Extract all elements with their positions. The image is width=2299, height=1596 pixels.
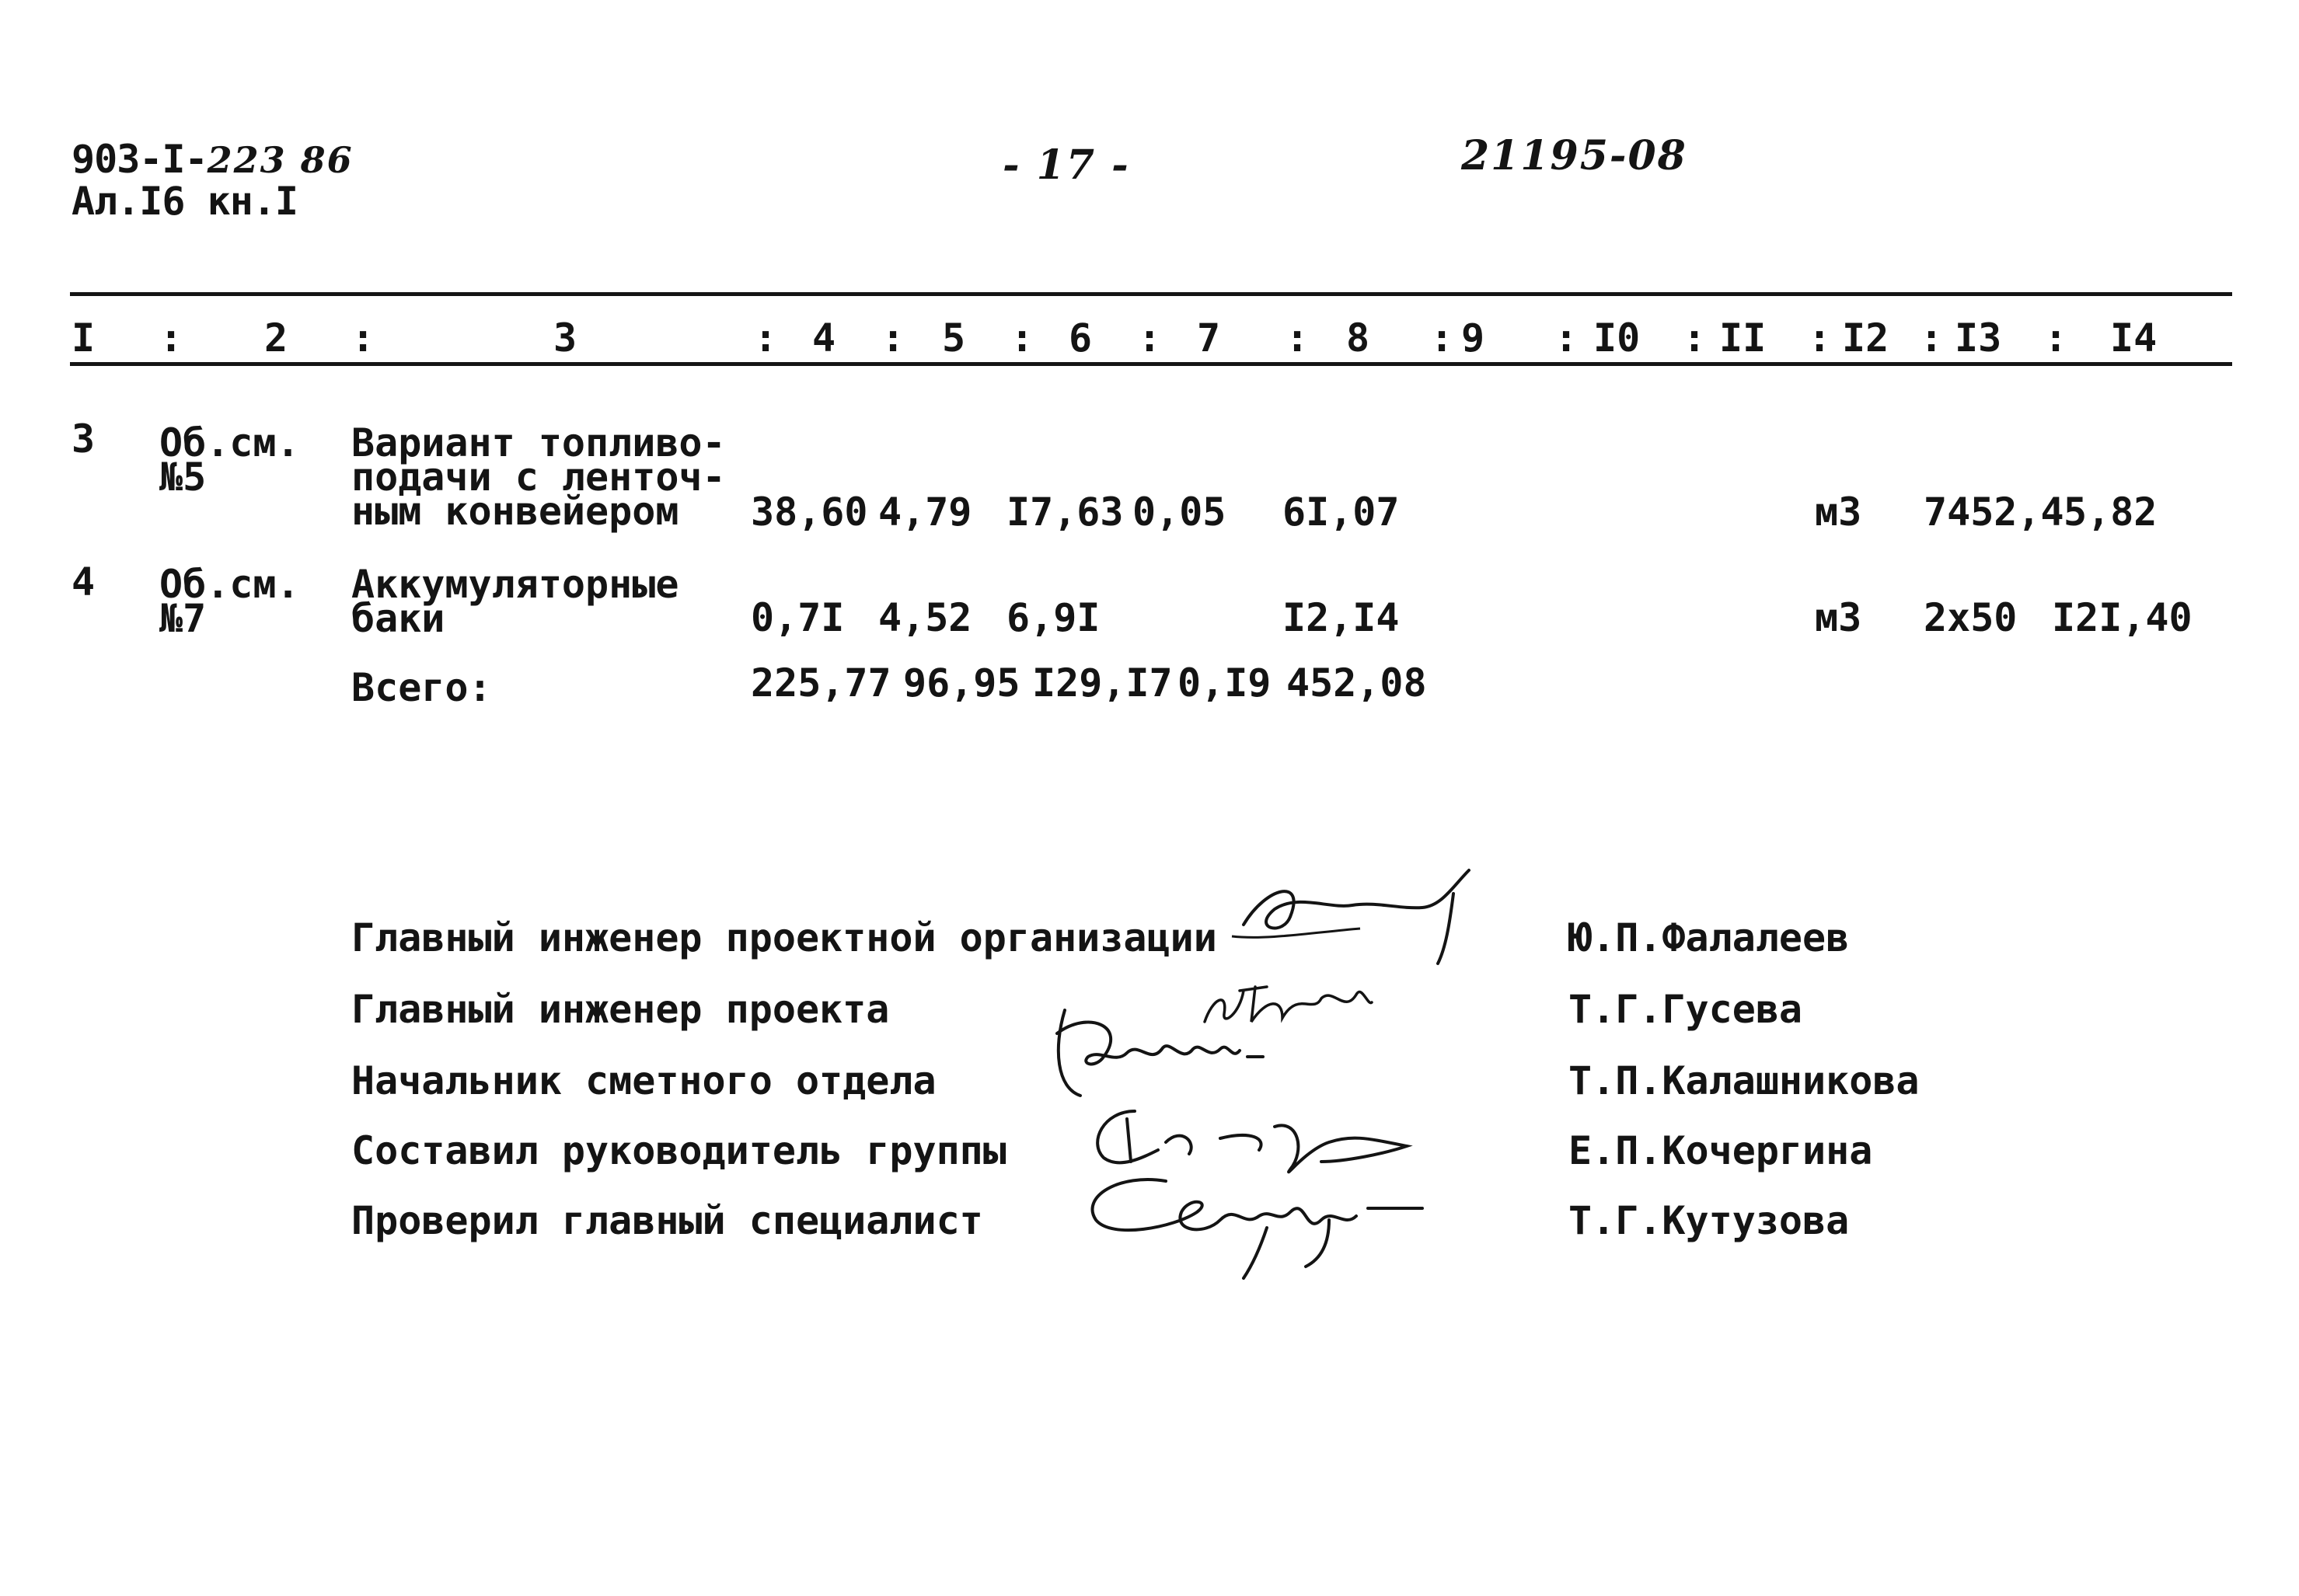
column-separator: : <box>1010 315 1034 361</box>
column-separator: : <box>1808 315 1832 361</box>
total-col-4: 225,77 <box>751 660 891 706</box>
cell-col-13: 2x50 <box>1924 595 2018 640</box>
column-separator: : <box>2044 315 2068 361</box>
column-header-8: 8 <box>1346 315 1370 361</box>
item-name: Вариант топливо- подачи с ленточ- ным конвейером <box>351 420 726 534</box>
column-header-3: 3 <box>553 315 577 361</box>
signature-head-estimate-dept <box>1041 1002 1275 1111</box>
signatory-name: Т.Г.Гусева <box>1568 987 1803 1032</box>
total-col-7: 0,I9 <box>1177 660 1272 706</box>
column-header-7: 7 <box>1197 315 1221 361</box>
cell-col-13: 7452,4 <box>1924 490 2064 535</box>
row-number: 4 <box>72 559 96 605</box>
cell-col-5: 4,52 <box>878 595 972 640</box>
column-separator: : <box>351 315 375 361</box>
column-separator: : <box>1920 315 1944 361</box>
cell-col-12: м3 <box>1815 595 1862 640</box>
column-header-1: I <box>72 315 96 361</box>
signatory-title: Главный инженер проекта <box>351 987 890 1032</box>
column-header-13: I3 <box>1955 315 2002 361</box>
column-separator: : <box>881 315 905 361</box>
column-separator: : <box>1683 315 1707 361</box>
cell-col-7: 0,05 <box>1132 490 1226 535</box>
column-header-12: I2 <box>1842 315 1889 361</box>
estimate-reference: Об.см. №7 <box>159 562 300 641</box>
signatory-name: Т.Г.Кутузова <box>1568 1198 1850 1243</box>
document-code <box>72 137 354 182</box>
signatory-title: Проверил главный специалист <box>351 1198 983 1243</box>
album-line: Ал.I6 кн.I <box>72 179 298 224</box>
cell-col-14: 5,82 <box>2064 490 2158 535</box>
column-header-11: II <box>1719 315 1767 361</box>
total-col-6: I29,I7 <box>1032 660 1173 706</box>
column-header-6: 6 <box>1069 315 1093 361</box>
archive-number: 21195-08 <box>1461 132 1687 179</box>
column-header-14: I4 <box>2110 315 2158 361</box>
signatory-name: Ю.П.Фалалеев <box>1568 915 1850 960</box>
cell-col-8: I2,I4 <box>1282 595 1400 640</box>
column-separator: : <box>754 315 778 361</box>
column-separator: : <box>1554 315 1579 361</box>
column-header-2: 2 <box>264 315 288 361</box>
total-label: Всего: <box>351 665 492 710</box>
cell-col-8: 6I,07 <box>1282 490 1400 535</box>
cell-col-4: 38,60 <box>751 490 868 535</box>
column-header-9: 9 <box>1461 315 1485 361</box>
total-col-5: 96,95 <box>903 660 1020 706</box>
document-code-handwritten: 223 86 <box>207 139 354 181</box>
signatory-name: Е.П.Кочергина <box>1568 1128 1873 1173</box>
signature-chief-specialist <box>1073 1166 1446 1282</box>
signatory-title: Главный инженер проектной организации <box>351 915 1217 960</box>
table-top-rule <box>70 292 2232 296</box>
signature-chief-engineer-org <box>1220 862 1484 971</box>
table-header-rule <box>70 362 2232 366</box>
cell-col-5: 4,79 <box>878 490 972 535</box>
cell-col-6: 6,9I <box>1006 595 1101 640</box>
total-col-8: 452,08 <box>1286 660 1427 706</box>
cell-col-14: I2I,40 <box>2052 595 2193 640</box>
signatory-title: Начальник сметного отдела <box>351 1058 937 1103</box>
column-separator: : <box>1286 315 1310 361</box>
row-number: 3 <box>72 416 96 462</box>
column-header-5: 5 <box>942 315 966 361</box>
column-separator: : <box>159 315 183 361</box>
item-name: Аккумуляторные баки <box>351 562 679 641</box>
column-separator: : <box>1430 315 1454 361</box>
estimate-reference: Об.см. №5 <box>159 420 300 500</box>
page-number: - 17 - <box>1003 141 1130 189</box>
column-header-10: I0 <box>1593 315 1641 361</box>
cell-col-12: м3 <box>1815 490 1862 535</box>
column-separator: : <box>1138 315 1162 361</box>
signatory-name: Т.П.Калашникова <box>1568 1058 1920 1103</box>
cell-col-6: I7,63 <box>1006 490 1124 535</box>
signatory-title: Составил руководитель группы <box>351 1128 1006 1173</box>
cell-col-4: 0,7I <box>751 595 845 640</box>
document-code-typed: 903-I- <box>72 137 208 182</box>
column-header-4: 4 <box>812 315 836 361</box>
